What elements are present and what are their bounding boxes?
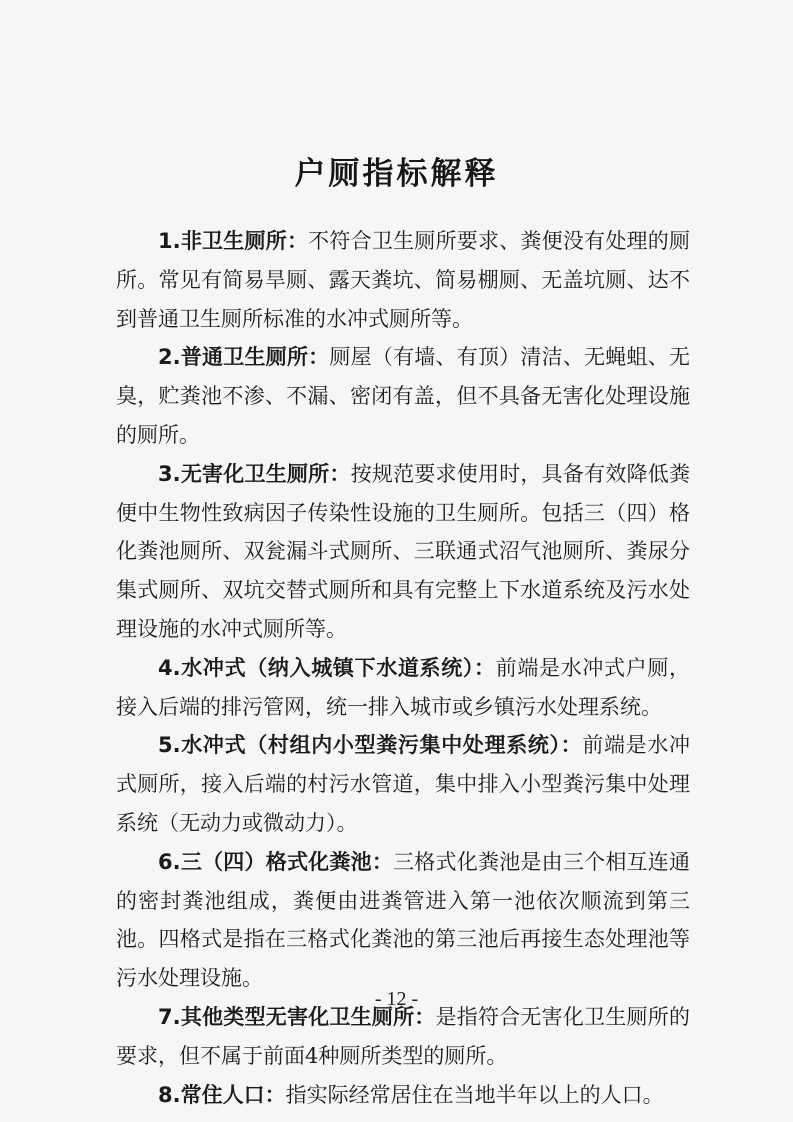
page-title: 户厕指标解释 [294, 156, 499, 192]
definition-entry [116, 649, 690, 727]
definition-text: 前端是水冲式户厕，接入后端的排污管网，统一排入城市或乡镇污水处理系统。 [116, 655, 691, 719]
definition-term: 3.无害化卫生厕所： [158, 461, 351, 486]
definition-term: 8.常住人口： [158, 1082, 286, 1107]
definition-text: 厕屋（有墙、有顶）清洁、无蝇蛆、无臭，贮粪池不渗、不漏、密闭有盖，但不具备无害化处理设施的厕所。 [116, 345, 691, 447]
definitions-list [116, 222, 690, 1114]
page-number: - 12 - [374, 988, 419, 1010]
definition-text: 指实际经常居住在当地半年以上的人口。 [285, 1082, 664, 1107]
definition-text: 三格式化粪池是由三个相互连通的密封粪池组成，粪便由进粪管进入第一池依次顺流到第三池。四格式是指在三格式化粪池的第三池后再接生态处理池等污水处理设施。 [116, 849, 691, 991]
definition-text: 是指符合无害化卫生厕所的要求，但不属于前面4种厕所类型的厕所。 [116, 1004, 691, 1068]
definition-text: 按规范要求使用时，具备有效降低粪便中生物性致病因子传染性设施的卫生厕所。包括三（四）格化粪池厕所、双瓮漏斗式厕所、三联通式沼气池厕所、粪尿分集式厕所、双坑交替式厕所和具有完整上下水道系统及污水处理设施的水冲式厕所等。 [116, 461, 691, 641]
definition-entry [116, 222, 690, 338]
definition-text: 不符合卫生厕所要求、粪便没有处理的厕所。常见有简易旱厕、露天粪坑、简易棚厕、无盖坑厕、达不到普通卫生厕所标准的水冲式厕所等。 [116, 229, 690, 331]
definition-term: 4.水冲式（纳入城镇下水道系统）： [158, 655, 496, 680]
definition-text: 前端是水冲式厕所，接入后端的村污水管道，集中排入小型粪污集中处理系统（无动力或微动力）。 [116, 733, 690, 835]
definition-term: 7.其他类型无害化卫生厕所： [158, 1004, 436, 1029]
definition-entry [116, 338, 690, 454]
definition-entry [116, 843, 690, 998]
definition-term: 5.水冲式（村组内小型粪污集中处理系统）： [158, 733, 583, 758]
definition-entry [116, 726, 690, 842]
definition-term: 2.普通卫生厕所： [158, 345, 330, 370]
definition-entry [116, 455, 690, 649]
definition-entry [116, 1076, 690, 1115]
definition-term: 6.三（四）格式化粪池： [158, 849, 394, 874]
definition-term: 1.非卫生厕所： [158, 229, 309, 253]
